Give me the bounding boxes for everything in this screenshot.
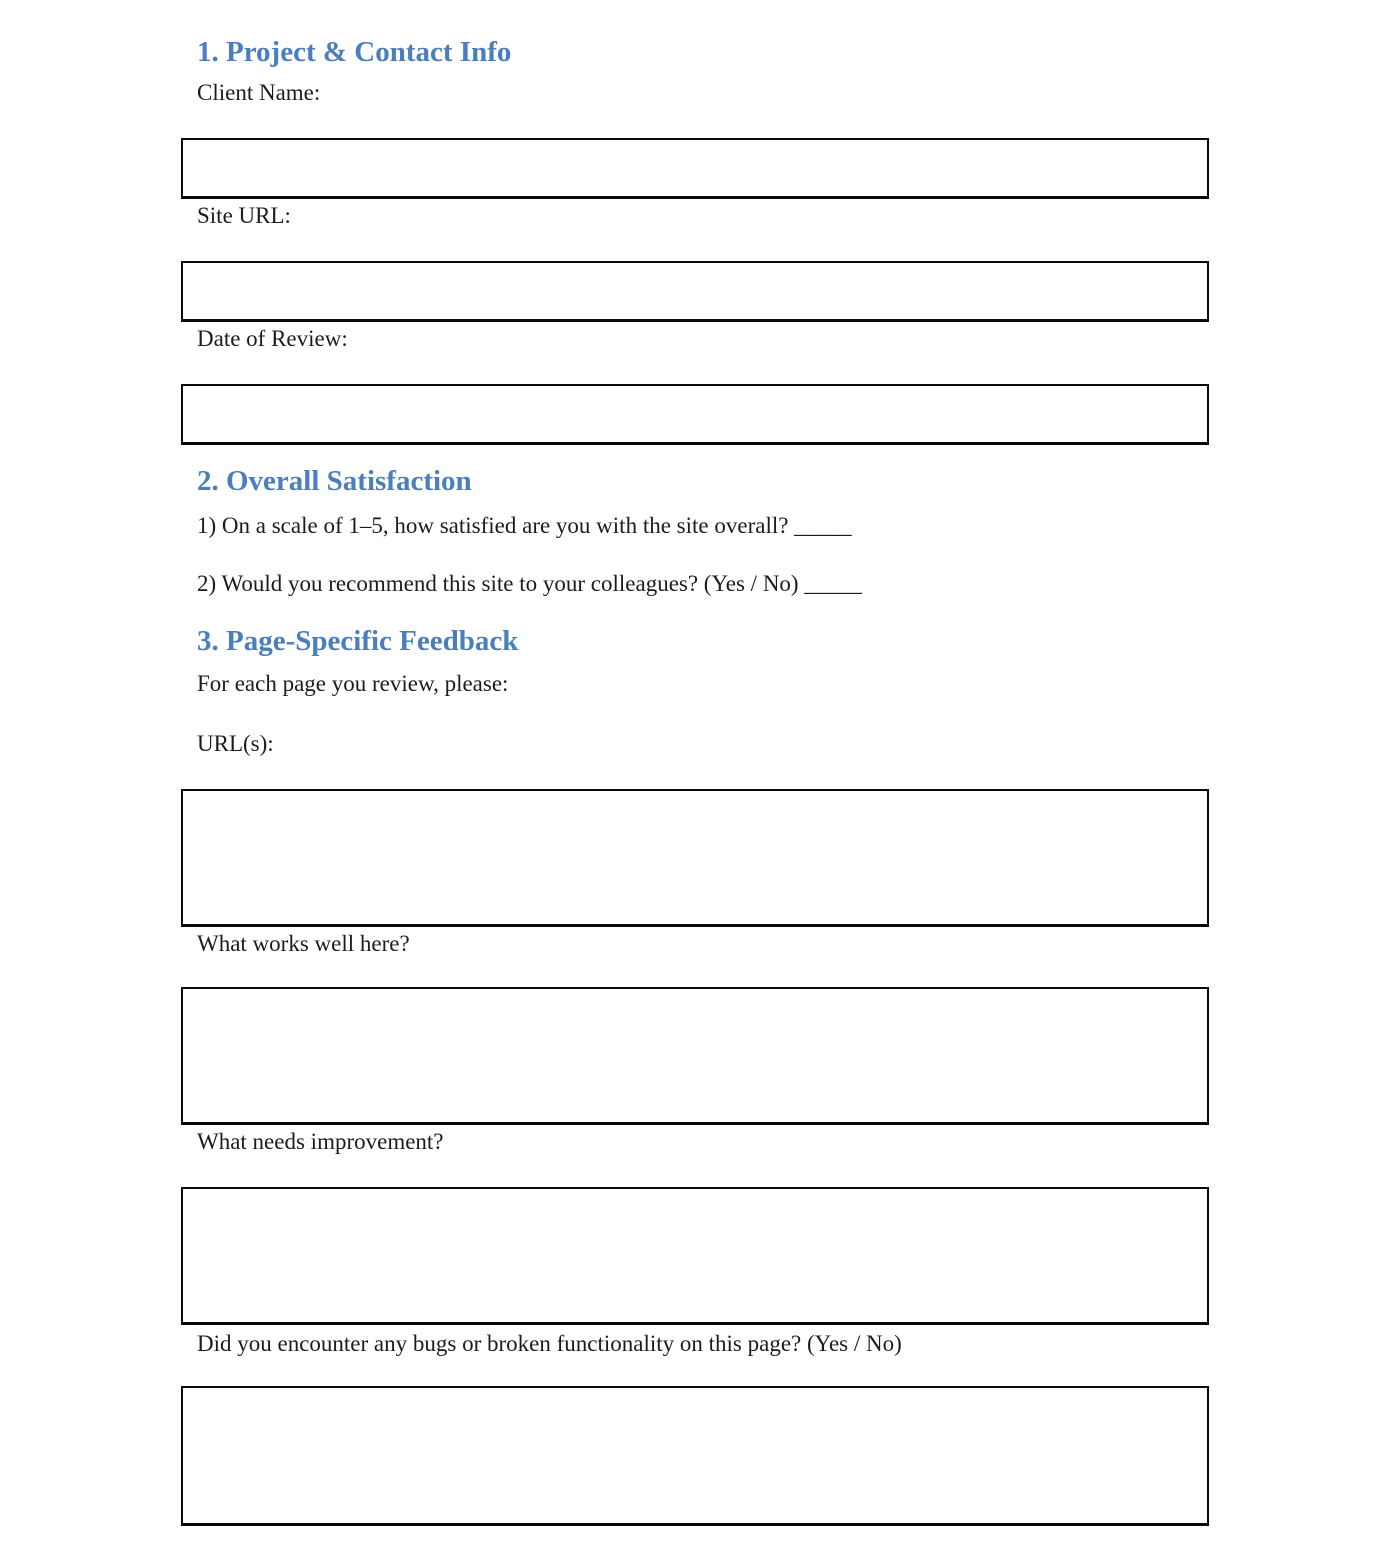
field-label-bugs-encountered: Did you encounter any bugs or broken functionality on this page? (Yes / No) [197, 1331, 902, 1356]
section-intro-text: For each page you review, please: [197, 671, 509, 696]
bugs-encountered-input[interactable] [181, 1386, 1209, 1526]
field-label-what-needs-improvement: What needs improvement? [197, 1129, 444, 1154]
feedback-form-document [181, 0, 1209, 1526]
what-needs-improvement-input[interactable] [181, 1187, 1209, 1325]
urls-input[interactable] [181, 789, 1209, 927]
field-label-what-works-well: What works well here? [197, 931, 410, 956]
field-label-date-of-review: Date of Review: [197, 326, 348, 351]
client-name-input[interactable] [181, 138, 1209, 199]
field-label-urls: URL(s): [197, 731, 274, 756]
section-heading-project-contact-info: 1. Project & Contact Info [197, 36, 512, 68]
date-of-review-input[interactable] [181, 384, 1209, 445]
what-works-well-input[interactable] [181, 987, 1209, 1125]
field-label-client-name: Client Name: [197, 80, 321, 105]
field-label-site-url: Site URL: [197, 203, 291, 228]
question-satisfaction-scale: 1) On a scale of 1–5, how satisfied are you with the site overall? _____ [197, 513, 852, 538]
section-heading-overall-satisfaction: 2. Overall Satisfaction [197, 465, 472, 497]
question-recommend: 2) Would you recommend this site to your colleagues? (Yes / No) _____ [197, 571, 862, 596]
site-url-input[interactable] [181, 261, 1209, 322]
section-heading-page-specific-feedback: 3. Page-Specific Feedback [197, 625, 519, 657]
